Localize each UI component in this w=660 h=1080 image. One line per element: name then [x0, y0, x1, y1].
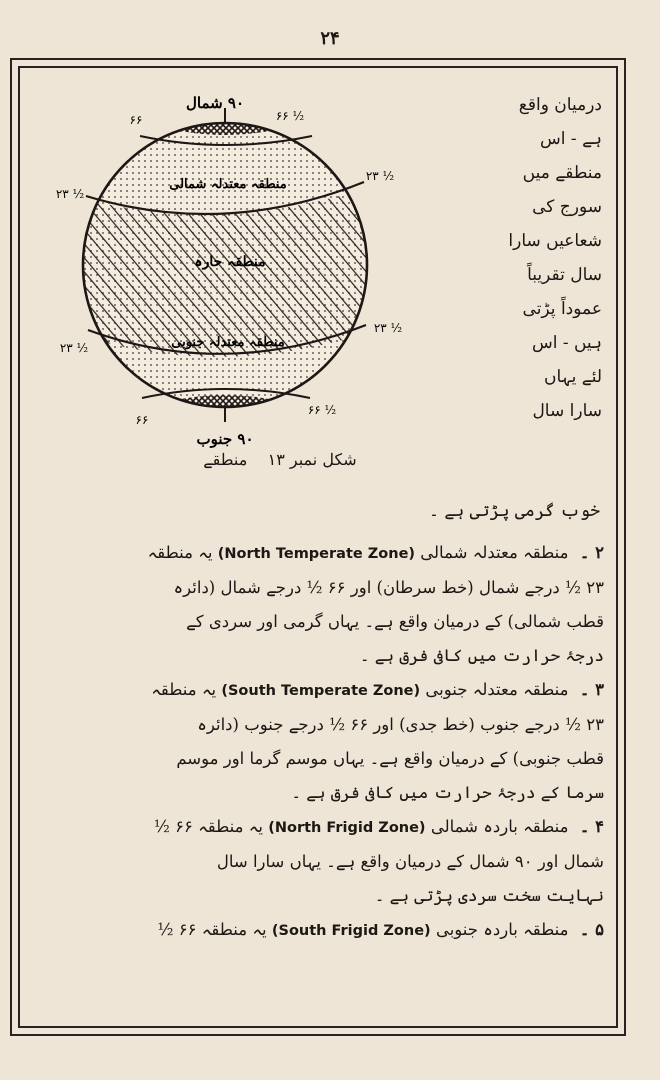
section-line: ۲۳ ½ درجے شمال (خط سرطان) اور ۶۶ ½ درجے شمال (دائرہ [173, 578, 604, 597]
section-south-temperate [38, 673, 604, 810]
section-title-english: (South Frigid Zone) [271, 923, 431, 939]
section-line: قطب جنوبی) کے درمیان واقع ہے۔ یہاں موسم گرما اور موسم [176, 749, 604, 768]
side-line: ہیں - اس [531, 333, 602, 353]
side-text-column [482, 88, 602, 428]
section-title-urdu: منطقہ باردہ شمالی [430, 817, 569, 836]
figure-caption [150, 450, 410, 469]
side-line: ہے - اس [540, 129, 602, 149]
side-line: عموداً پڑتی [522, 299, 602, 319]
side-line: سال تقریباً [527, 265, 602, 285]
arctic-s-left-label: ۶۶ [135, 413, 149, 427]
section-number: ۵ ۔ [579, 920, 604, 939]
north-pole-label: ۹۰ شمال [185, 94, 245, 112]
section-line: شمال اور ۹۰ شمال کے درمیان واقع ہے۔ یہاں سارا سال [216, 852, 604, 871]
section-title-english: (South Temperate Zone) [221, 683, 421, 699]
arctic-n-left-label: ۶۶ [129, 113, 143, 127]
section-title-english: (North Frigid Zone) [268, 820, 426, 836]
south-pole-label: ۹۰ جنوب [196, 430, 254, 448]
section-head-tail: یہ منطقہ [147, 543, 213, 562]
arctic-n-right-label: ۶۶ ½ [275, 109, 305, 123]
side-line: سورج کی [532, 197, 602, 217]
side-line: درمیان واقع [518, 95, 602, 115]
sections-body [38, 536, 604, 948]
section-north-temperate [38, 536, 604, 673]
section-number: ۳ ۔ [579, 680, 604, 699]
continuation-line: خوب گرمی پڑتی ہے ۔ [428, 501, 600, 521]
caption-figure-number: شکل نمبر ۱۳ [267, 450, 357, 469]
side-line: شعاعیں سارا [508, 231, 602, 251]
page-number: ۲۴ [320, 28, 340, 49]
section-north-frigid [38, 810, 604, 913]
section-number: ۲ ۔ [579, 543, 604, 562]
section-title-urdu: منطقہ باردہ جنوبی [435, 920, 569, 939]
section-line: قطب شمالی) کے درمیان واقع ہے۔ یہاں گرمی اور سردی کے [186, 612, 604, 631]
section-head-tail: یہ منطقہ ۶۶ ½ [157, 920, 267, 939]
side-line: لئے یہاں [543, 367, 602, 387]
section-title-urdu: منطقہ معتدلہ شمالی [420, 543, 569, 562]
section-title-urdu: منطقہ معتدلہ جنوبی [425, 680, 569, 699]
globe-zones-diagram [40, 80, 440, 500]
section-line: سرما کے درجۂ حرارت میں کافی فرق ہے ۔ [291, 783, 604, 802]
south-temperate-zone-label: منطقہ معتدلہ جنوبی [171, 335, 285, 350]
torrid-zone-label: منطقہ حارہ [194, 254, 266, 270]
tropic-n-left-label: ۲۳ ½ [55, 187, 85, 201]
side-line: منطقے میں [522, 163, 602, 183]
north-temperate-zone-label: منطقہ معتدلہ شمالی [169, 177, 287, 192]
arctic-s-right-label: ۶۶ ½ [307, 403, 337, 417]
tropic-s-right-label: ۲۳ ½ [373, 321, 403, 335]
tropic-n-right-label: ۲۳ ½ [365, 169, 395, 183]
caption-subject: منطقے [203, 450, 248, 469]
section-head-tail: یہ منطقہ ۶۶ ½ [153, 817, 263, 836]
section-line: درجۂ حرارت میں کافی فرق ہے ۔ [359, 646, 604, 665]
section-south-frigid [38, 913, 604, 948]
tropic-s-left-label: ۲۳ ½ [59, 341, 89, 355]
section-line: نہایت سخت سردی پڑتی ہے ۔ [374, 886, 604, 905]
section-head-tail: یہ منطقہ [151, 680, 217, 699]
section-number: ۴ ۔ [579, 817, 604, 836]
side-line: سارا سال [532, 401, 602, 421]
section-line: ۲۳ ½ درجے جنوب (خط جدی) اور ۶۶ ½ درجے جنوب (دائرہ [197, 715, 604, 734]
section-title-english: (North Temperate Zone) [217, 546, 416, 562]
